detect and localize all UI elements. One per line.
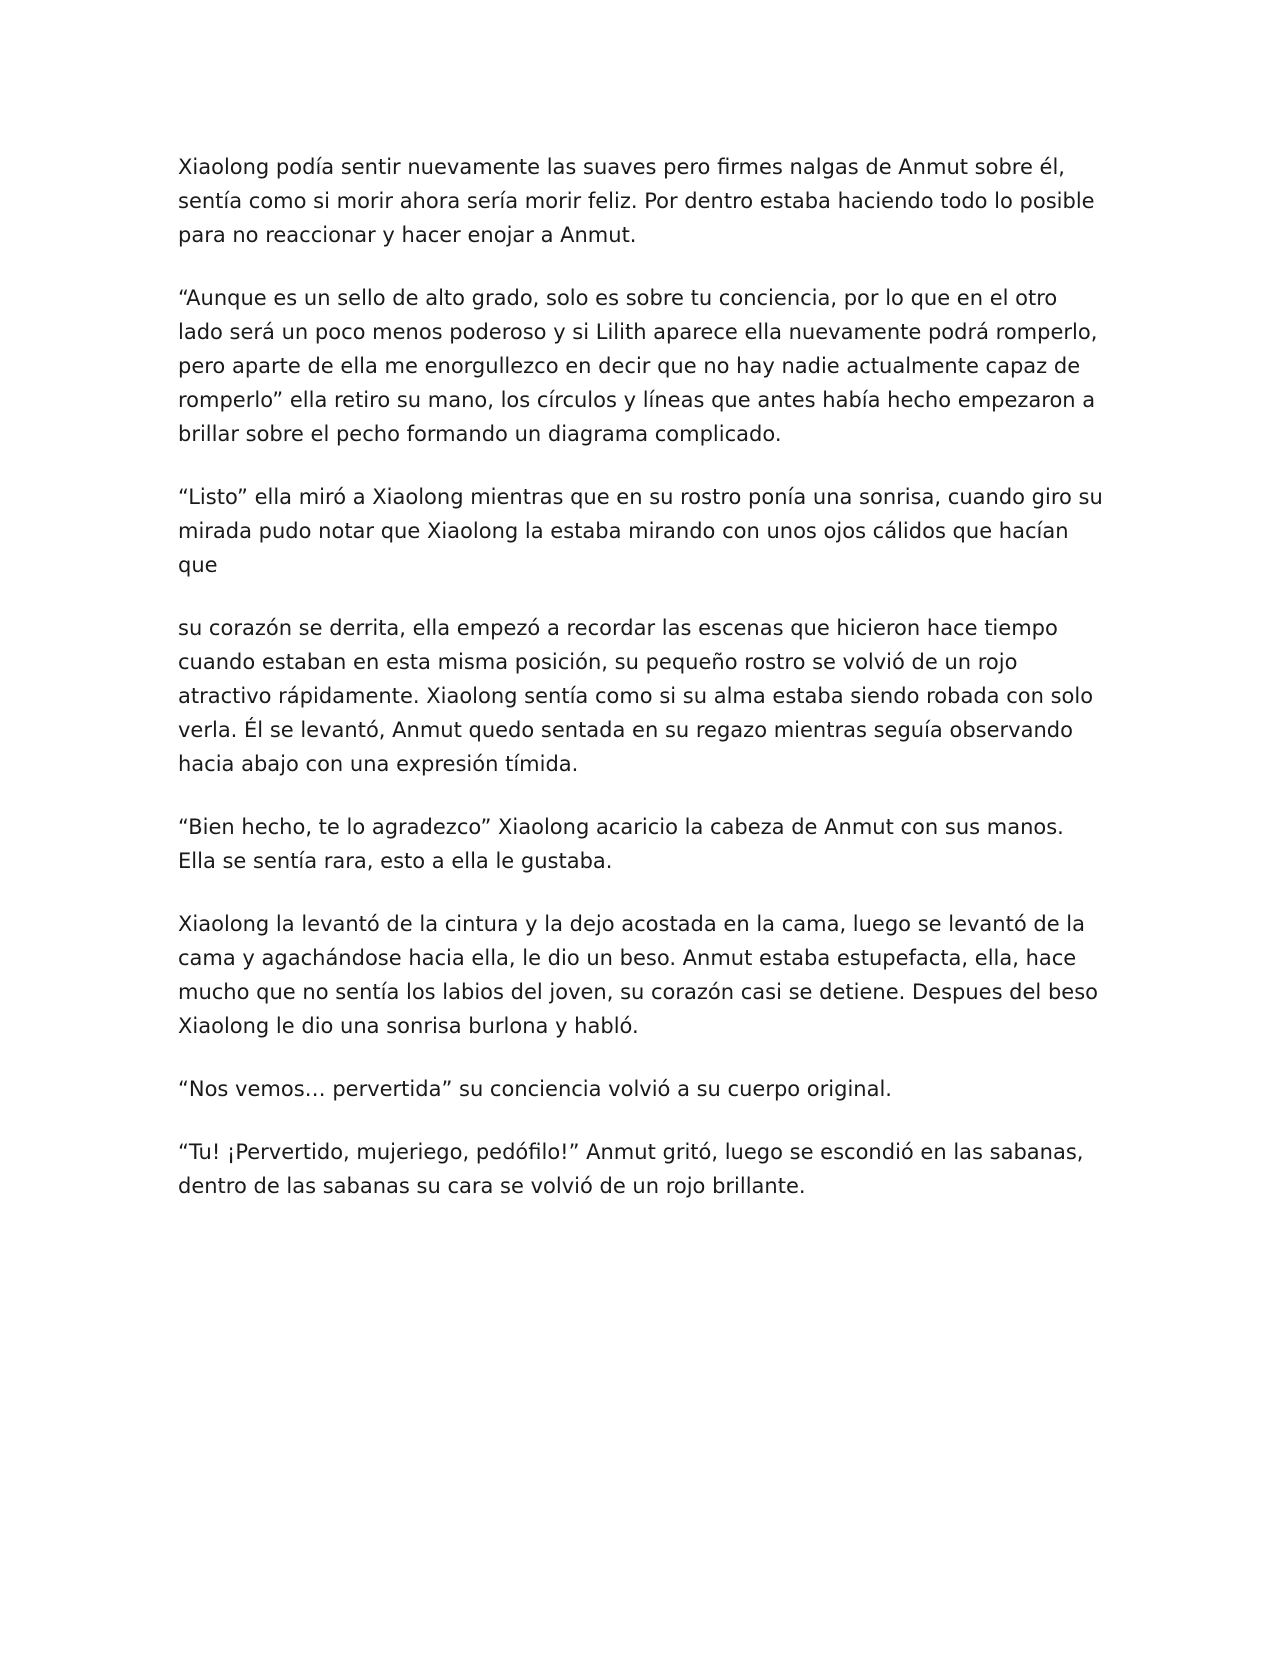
paragraph-1: Xiaolong podía sentir nuevamente las suaves pero firmes nalgas de Anmut sobre él, sentía como si morir ahora sería morir feliz. Por dentro estaba haciendo todo lo posible para no reaccionar y hacer enojar a Anmut. [178,155,1095,247]
paragraph-4: su corazón se derrita, ella empezó a recordar las escenas que hicieron hace tiempo cuando estaban en esta misma posición, su pequeño rostro se volvió de un rojo atractivo rápidamente. Xiaolong sentía como si su alma estaba siendo robada con solo verla. Él se levantó, Anmut quedo sentada en su regazo mientras seguía observando hacia abajo con una expresión tímida. [178,616,1094,776]
paragraph-5: “Bien hecho, te lo agradezco” Xiaolong acaricio la cabeza de Anmut con sus manos. Ella se sentía rara, esto a ella le gustaba. [178,815,1064,873]
paragraph-3: “Listo” ella miró a Xiaolong mientras que en su rostro ponía una sonrisa, cuando giro su mirada pudo notar que Xiaolong la estaba mirando con unos ojos cálidos que hacían que [178,485,1103,577]
paragraph-8: “Tu! ¡Pervertido, mujeriego, pedófilo!” Anmut gritó, luego se escondió en las sabanas, dentro de las sabanas su cara se volvió de un rojo brillante. [178,1140,1084,1198]
paragraph-7: “Nos vemos… pervertida” su conciencia volvió a su cuerpo original. [178,1077,892,1101]
paragraph-6: Xiaolong la levantó de la cintura y la dejo acostada en la cama, luego se levantó de la cama y agachándose hacia ella, le dio un beso. Anmut estaba estupefacta, ella, hace mucho que no sentía los labios del joven, su corazón casi se detiene. Despues del beso Xiaolong le dio una sonrisa burlona y habló. [178,912,1098,1038]
document-body [178,150,1108,1232]
paragraph-2: “Aunque es un sello de alto grado, solo es sobre tu conciencia, por lo que en el otro lado será un poco menos poderoso y si Lilith aparece ella nuevamente podrá romperlo, pero aparte de ella me enorgullezco en decir que no hay nadie actualmente capaz de romperlo” ella retiro su mano, los círculos y líneas que antes había hecho empezaron a brillar sobre el pecho formando un diagrama complicado. [178,286,1098,446]
